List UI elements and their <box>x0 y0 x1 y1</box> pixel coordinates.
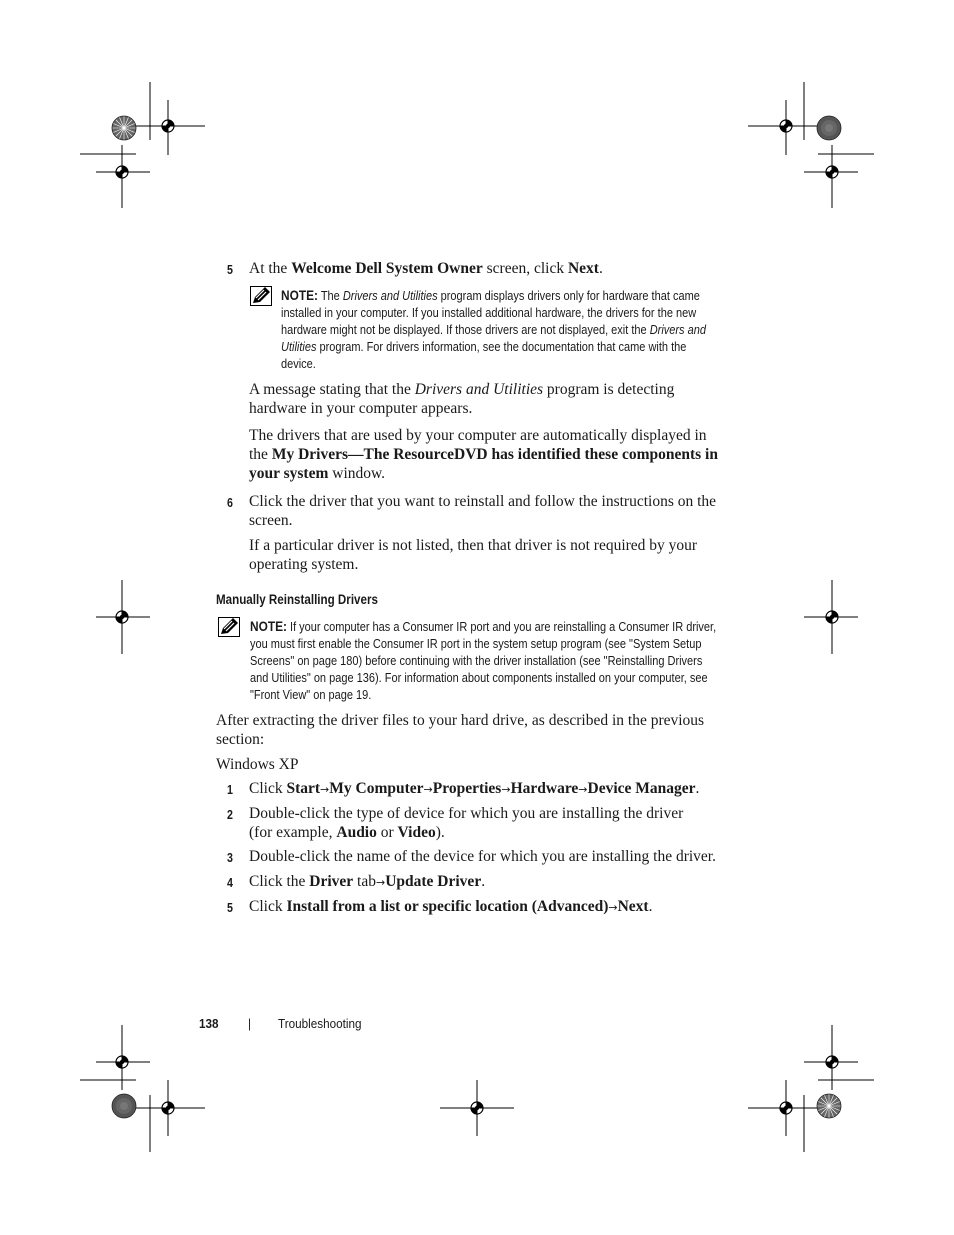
starburst-target-icon <box>112 116 136 140</box>
step-text: Double-click the type of device for which you are installing the driver (for example, Audio or Video). <box>249 805 684 841</box>
step-text: Click the driver that you want to reinstall and follow the instructions on the screen. <box>249 493 717 529</box>
crosshair-registration-icon <box>116 1056 128 1068</box>
footer-section: Troubleshooting <box>278 1016 362 1031</box>
paragraph: A message stating that the Drivers and Utilities program is detecting hardware in your computer appears. <box>249 381 675 417</box>
step-number: 2 <box>227 807 233 822</box>
step-number: 5 <box>227 262 233 277</box>
crosshair-registration-icon <box>826 1056 838 1068</box>
crosshair-registration-icon <box>116 611 128 623</box>
starburst-target-icon <box>817 1094 841 1118</box>
step-number: 4 <box>227 875 233 890</box>
step-number: 5 <box>227 900 233 915</box>
step-text: Double-click the name of the device for which you are installing the driver. <box>249 848 716 865</box>
footer-separator: | <box>248 1016 252 1031</box>
step-text: Click the Driver tab→Update Driver. <box>249 873 486 890</box>
step-number: 6 <box>227 495 233 510</box>
crosshair-registration-icon <box>162 120 174 132</box>
section-heading: Manually Reinstalling Drivers <box>216 592 378 607</box>
registration-lines <box>80 82 874 1152</box>
step-number: 1 <box>227 782 233 797</box>
page-number: 138 <box>199 1016 219 1031</box>
step-text: At the Welcome Dell System Owner screen, click Next. <box>249 260 603 277</box>
paragraph: The drivers that are used by your computer are automatically displayed in the My Drivers—The ResourceDVD has identified these components in your system window. <box>249 427 718 482</box>
crosshair-registration-icon <box>826 611 838 623</box>
step-text: Click Install from a list or specific location (Advanced)→Next. <box>249 898 653 915</box>
crosshair-registration-icon <box>162 1102 174 1114</box>
crosshair-registration-icon <box>826 166 838 178</box>
step-text: Click Start→My Computer→Properties→Hardware→Device Manager. <box>249 780 700 797</box>
pencil-note-icon <box>218 617 240 637</box>
crosshair-registration-icon <box>116 166 128 178</box>
pencil-note-icon <box>250 286 272 306</box>
note-text: NOTE: If your computer has a Consumer IR port and you are reinstalling a Consumer IR driver, you must first enable the Consumer IR port in the system setup program (see "System Setup Screens" on page 180) before continuing with the driver installation (see "Reinstalling Drivers and Utilities" on page 136). For information about components installed on your computer, see "Front View" on page 19. <box>250 619 717 702</box>
starburst-target-icon <box>817 116 841 140</box>
starburst-target-icon <box>112 1094 136 1118</box>
paragraph: If a particular driver is not listed, then that driver is not required by your operating system. <box>249 537 698 573</box>
step-number: 3 <box>227 850 233 865</box>
note-text: NOTE: The Drivers and Utilities program displays drivers only for hardware that came installed in your computer. If you installed additional hardware, the drivers for the new hardware might not be displayed. If those drivers are not displayed, exit the Drivers and Utilities program. For drivers information, see the documentation that came with the device. <box>281 288 706 371</box>
crosshair-registration-icon <box>471 1102 483 1114</box>
os-label: Windows XP <box>216 756 299 773</box>
crosshair-registration-icon <box>780 120 792 132</box>
paragraph: After extracting the driver files to your hard drive, as described in the previous section: <box>216 712 705 748</box>
crosshair-registration-icon <box>780 1102 792 1114</box>
